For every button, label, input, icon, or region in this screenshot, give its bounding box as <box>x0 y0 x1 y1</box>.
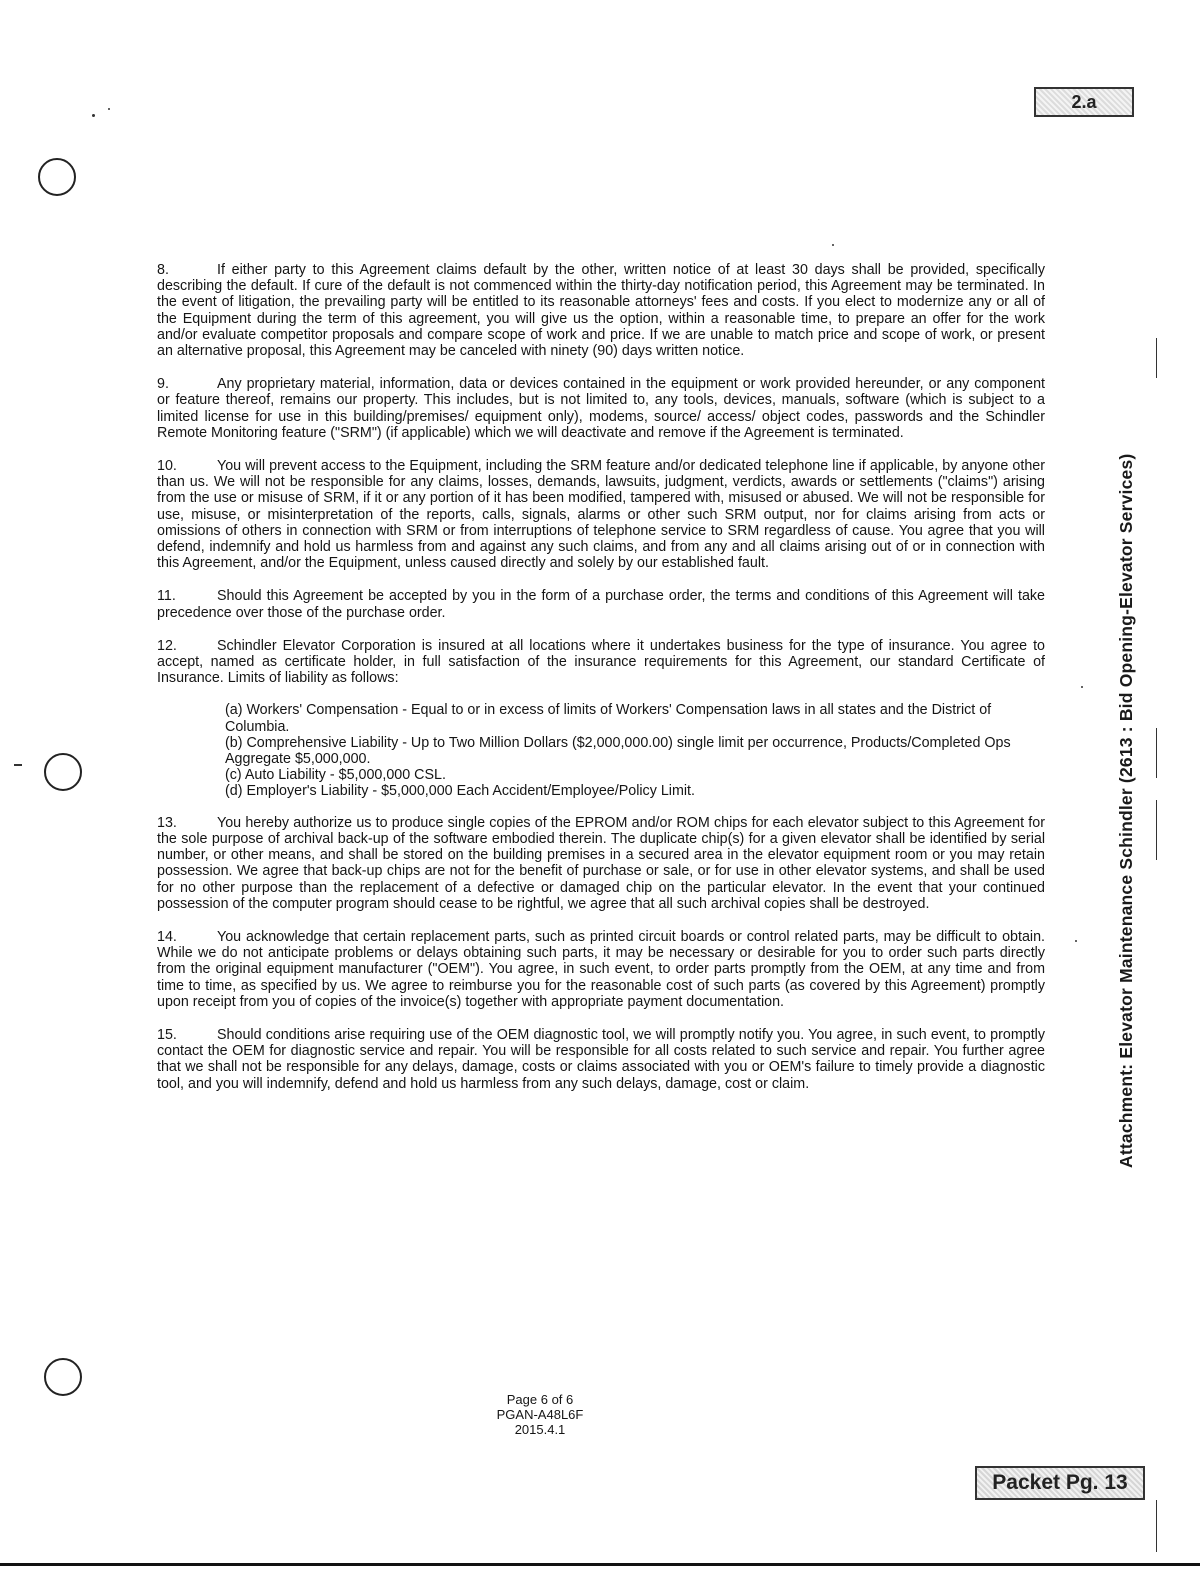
scan-mark <box>14 764 22 766</box>
scan-speck <box>92 114 95 117</box>
clause-text: You hereby authorize us to produce single copies of the EPROM and/or ROM chips for each elevator subject to this Agreement for the sole purpose of archival back-up of the software embodied therein. The duplicate chip(s) for a given elevator shall be identified by serial number, or other means, and shall be stored on the building premises in a secured area in the elevator equipment room or you may retain possession. We agree that back-up chips are not for the benefit of purchase or sale, or for use in other elevator systems, and shall be used for no other purpose than the replacement of a defective or damaged chip on the particular elevator. In the event that your continued possession of the computer program should cease to be rightful, we agree that all such archival copies shall be destroyed. <box>157 814 1045 912</box>
document-version: 2015.4.1 <box>514 1422 566 1437</box>
attachment-side-label: Attachment: Elevator Maintenance Schindler (2613 : Bid Opening-Elevator Services) <box>1116 453 1136 1168</box>
scan-speck <box>1075 940 1077 942</box>
clause-text: Any proprietary material, information, data or devices contained in the equipment or work provided hereunder, or any component or feature thereof, remains our property. This includes, but is not limited to, any tools, devices, manuals, software (which is subject to a limited license for use in this building/premises/ equipment only), modems, source/ access/ object codes, passwords and the Schindler Remote Monitoring feature ("SRM") (if applicable) which we will deactivate and remove if the Agreement is terminated. <box>157 376 1045 441</box>
clause-number: 11. <box>157 588 176 605</box>
clause-number: 13. <box>157 814 177 831</box>
insurance-limits-list <box>225 702 1045 799</box>
scan-line <box>1156 338 1157 378</box>
clause-text: You acknowledge that certain replacement parts, such as printed circuit boards or control related parts, may be difficult to obtain. While we do not anticipate problems or delays obtaining such parts, it may be necessary or desirable for you to order such parts directly from the original equipment manufacturer ("OEM"). You agree, in such event, to order parts promptly from the OEM, at any time and from time to time, as specified by us. We agree to reimburse you for the reasonable cost of such parts (as covered by this Agreement) promptly upon receipt from you of copies of the invoice(s) together with appropriate payment documentation. <box>157 928 1045 1010</box>
clause-10 <box>157 458 1045 571</box>
scan-speck <box>108 108 110 110</box>
packet-page-label: Packet Pg. 13 <box>975 1466 1145 1500</box>
clause-11 <box>157 588 1045 620</box>
clause-number: 15. <box>157 1026 177 1043</box>
clause-text: Should conditions arise requiring use of the OEM diagnostic tool, we will promptly notify you. You agree, in such event, to promptly contact the OEM for diagnostic service and repair. You will be responsible for all costs related to such service and repair. You further agree that we shall not be responsible for any delays, damage, costs or claims associated with you or OEM's failure to timely provide a diagnostic tool, and you will indemnify, defend and hold us harmless from any such delays, damage, cost or claim. <box>157 1026 1045 1092</box>
attachment-tag: 2.a <box>1034 87 1134 117</box>
page-bottom-edge <box>0 1563 1200 1566</box>
scan-speck <box>832 244 834 246</box>
clause-12 <box>157 638 1045 687</box>
scan-line <box>1156 800 1157 860</box>
clause-number: 9. <box>157 376 169 393</box>
clause-number: 8. <box>157 262 169 278</box>
clause-text: If either party to this Agreement claims default by the other, written notice of at least 30 days shall be provided, specifically describing the default. If cure of the default is not commenced within the thirty-day notification period, this Agreement may be terminated. In the event of litigation, the prevailing party will be entitled to its reasonable attorneys' fees and costs. If you elect to modernize any or all of the Equipment during the term of this agreement, you will give us the option, within a reasonable time, to prepare an offer for the work and/or evaluate competitor proposals and compare scope of work and price. If we are unable to match price and scope of work, or present an alternative proposal, this Agreement may be canceled with ninety (90) days written notice. <box>157 262 1045 360</box>
page-number: Page 6 of 6 <box>506 1392 574 1407</box>
clause-9 <box>157 376 1045 441</box>
list-item: (a) Workers' Compensation - Equal to or in excess of limits of Workers' Compensation laws in all states and the District of Columbia. <box>225 702 992 735</box>
document-code: PGAN-A48L6F <box>496 1407 584 1422</box>
punch-hole <box>44 753 82 791</box>
clause-text: You will prevent access to the Equipment, including the SRM feature and/or dedicated telephone line if applicable, by anyone other than us. We will not be responsible for any claims, losses, demands, lawsuits, judgment, verdicts, awards or settlements ("claims") arising from the use or misuse of SRM, if it or any portion of it has been modified, tampered with, misused or abused. We will not be responsible for use, misuse, or misinterpretation of the reports, calls, signals, alarms or other such SRM output, nor for claims arising from acts or omissions of others in connection with SRM or from interruptions of telephone service to SRM regardless of cause. You agree that you will defend, indemnify and hold us harmless from and against any such claims, and from any and all claims arising out of or in connection with this Agreement, and/or the Equipment, unless caused directly and solely by our established fault. <box>157 458 1045 572</box>
page-footer <box>440 1392 640 1437</box>
clause-8 <box>157 262 1045 359</box>
scan-line <box>1156 728 1157 778</box>
clause-15 <box>157 1027 1045 1092</box>
list-item: (c) Auto Liability - $5,000,000 CSL. <box>225 767 446 784</box>
clause-text: Schindler Elevator Corporation is insured at all locations where it undertakes business for the type of insurance. You agree to accept, named as certificate holder, in full satisfaction of the insurance requirements for this Agreement, our standard Certificate of Insurance. Limits of liability as follows: <box>157 637 1045 687</box>
clause-number: 10. <box>157 458 177 475</box>
punch-hole <box>44 1358 82 1396</box>
clause-number: 14. <box>157 928 177 945</box>
agreement-body <box>157 262 1045 1109</box>
clause-text: Should this Agreement be accepted by you in the form of a purchase order, the terms and conditions of this Agreement will take precedence over those of the purchase order. <box>157 588 1045 621</box>
clause-13 <box>157 815 1045 912</box>
scan-line <box>1156 1500 1157 1552</box>
clause-14 <box>157 929 1045 1010</box>
list-item: (b) Comprehensive Liability - Up to Two Million Dollars ($2,000,000.00) single limit per occurrence, Products/Completed Ops Aggregate $5,000,000. <box>225 734 1011 768</box>
punch-hole <box>38 158 76 196</box>
clause-number: 12. <box>157 637 177 654</box>
list-item: (d) Employer's Liability - $5,000,000 Each Accident/Employee/Policy Limit. <box>225 783 695 800</box>
scan-speck <box>1081 686 1083 688</box>
